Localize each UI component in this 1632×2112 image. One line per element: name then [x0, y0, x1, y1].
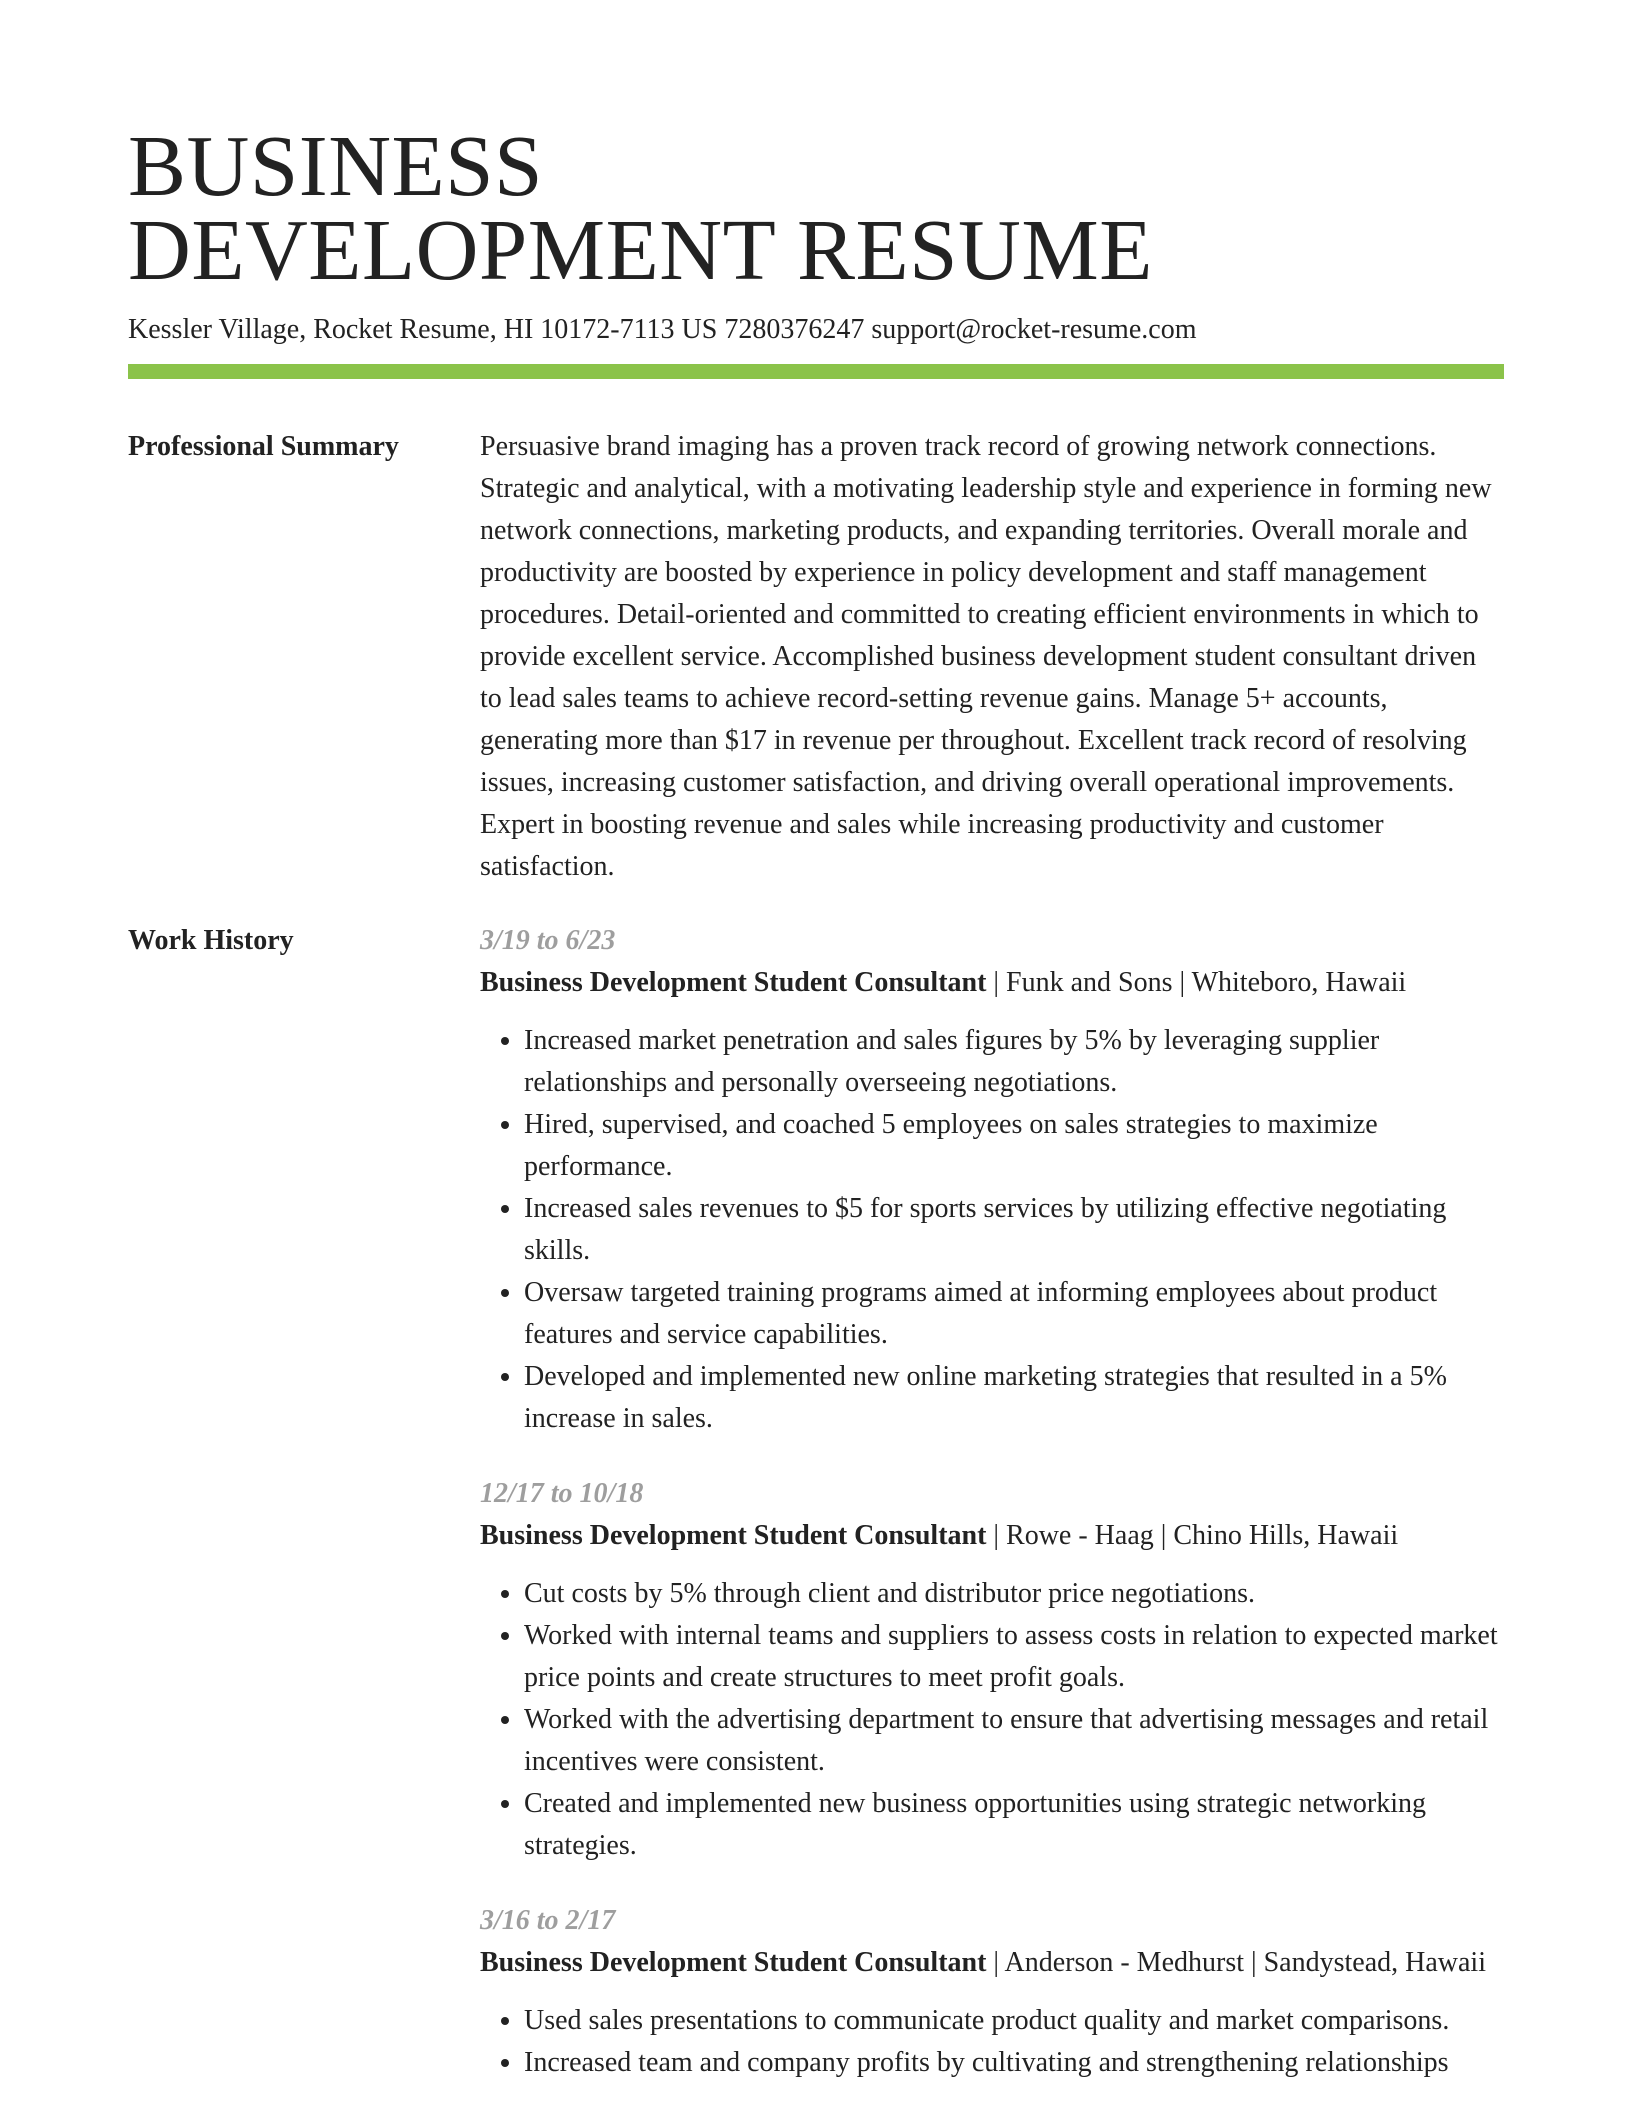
work-history-body [480, 920, 1504, 2084]
title-line-1: BUSINESS [128, 117, 543, 214]
job-details: | Anderson - Medhurst | Sandystead, Hawaii [986, 1947, 1486, 1978]
job-dates: 3/19 to 6/23 [480, 925, 616, 956]
list-item: • Cut costs by 5% through client and distributor price negotiations. [524, 1573, 1504, 1615]
job-heading [480, 1942, 1504, 1984]
professional-summary-section [128, 426, 1504, 888]
resume-title [128, 0, 1504, 298]
list-item: • Hired, supervised, and coached 5 employees on sales strategies to maximize performance. [524, 1104, 1504, 1188]
list-item: • Developed and implemented new online marketing strategies that resulted in a 5% increase in sales. [524, 1356, 1504, 1440]
job-duties-list [480, 1020, 1504, 1440]
summary-text: Persuasive brand imaging has a proven track record of growing network connections. Strategic and analytical, with a motivating leadership style and experience in forming new network connections, marketing products, and expanding territories. Overall morale and productivity are boosted by experience in policy development and staff management procedures. Detail-oriented and committed to creating efficient environments in which to provide excellent service. Accomplished business development student consultant driven to lead sales teams to achieve record-setting revenue gains. Manage 5+ accounts, generating more than $17 in revenue per throughout. Excellent track record of resolving issues, increasing customer satisfaction, and driving overall operational improvements. Expert in boosting revenue and sales while increasing productivity and customer satisfaction. [480, 431, 1492, 882]
contact-line: Kessler Village, Rocket Resume, HI 10172-7113 US 7280376247 support@rocket-resume.com [128, 314, 1197, 345]
job-heading [480, 1515, 1504, 1557]
list-item: • Used sales presentations to communicate product quality and market comparisons. [524, 2000, 1504, 2042]
list-item: • Worked with the advertising department to ensure that advertising messages and retail incentives were consistent. [524, 1699, 1504, 1783]
job-entry [480, 1473, 1504, 1867]
job-details: | Rowe - Haag | Chino Hills, Hawaii [986, 1520, 1399, 1551]
job-entry [480, 1900, 1504, 2084]
list-item: • Oversaw targeted training programs aimed at informing employees about product features and service capabilities. [524, 1272, 1504, 1356]
title-line-2: DEVELOPMENT RESUME [128, 201, 1153, 298]
job-duties-list [480, 1573, 1504, 1867]
job-duties-list [480, 2000, 1504, 2084]
job-heading [480, 962, 1504, 1004]
list-item: • Increased sales revenues to $5 for sports services by utilizing effective negotiating skills. [524, 1188, 1504, 1272]
job-title: Business Development Student Consultant [480, 1947, 987, 1978]
job-title: Business Development Student Consultant [480, 967, 987, 998]
job-dates: 3/16 to 2/17 [480, 1905, 616, 1936]
list-item: • Increased team and company profits by cultivating and strengthening relationships [524, 2042, 1504, 2084]
list-item: • Created and implemented new business opportunities using strategic networking strategies. [524, 1783, 1504, 1867]
job-dates: 12/17 to 10/18 [480, 1478, 644, 1509]
section-label-work: Work History [128, 925, 294, 956]
summary-body [480, 426, 1504, 888]
job-details: | Funk and Sons | Whiteboro, Hawaii [986, 967, 1407, 998]
list-item: • Worked with internal teams and suppliers to assess costs in relation to expected market price points and create structures to meet profit goals. [524, 1615, 1504, 1699]
work-history-section [128, 920, 1504, 2084]
section-label-summary: Professional Summary [128, 431, 399, 462]
list-item: • Increased market penetration and sales figures by 5% by leveraging supplier relationships and personally overseeing negotiations. [524, 1020, 1504, 1104]
job-entry [480, 920, 1504, 1440]
accent-divider [128, 364, 1504, 379]
job-title: Business Development Student Consultant [480, 1520, 987, 1551]
